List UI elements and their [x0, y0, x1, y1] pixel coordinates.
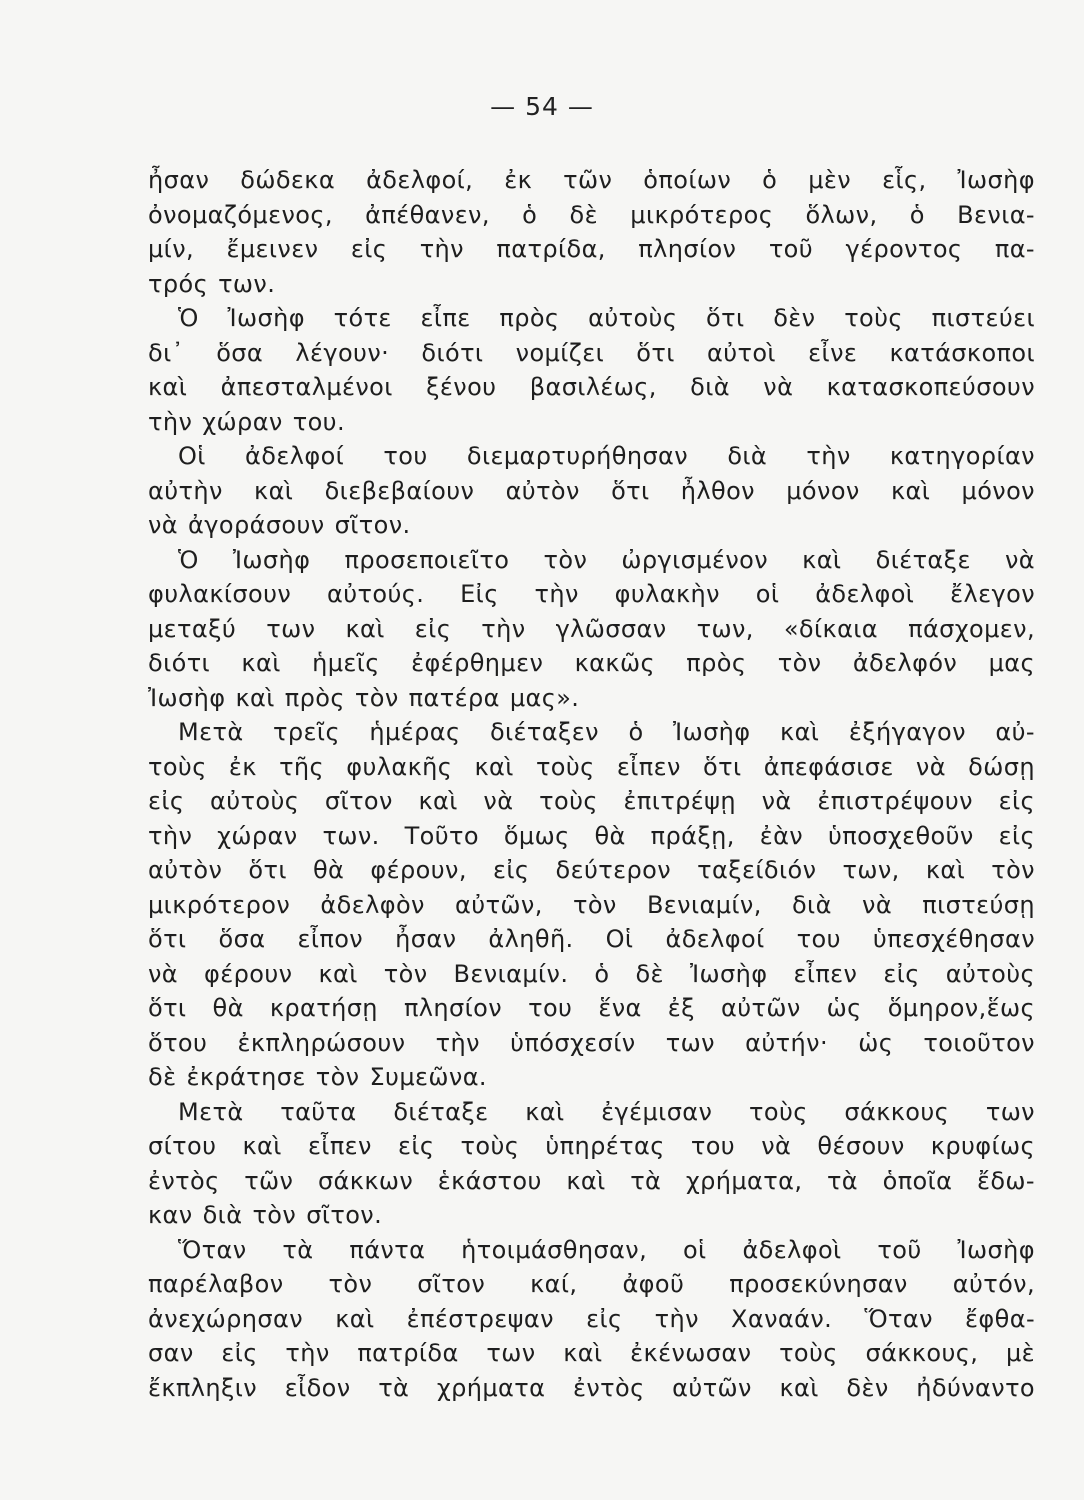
text-line: παρέλαβον τὸν σῖτον καί, ἀφοῦ προσεκύνησαν αὐτόν, [148, 1270, 1035, 1298]
text-line: τὴν χώραν των. Τοῦτο ὅμως θὰ πράξῃ, ἐὰν ὑποσχεθοῦν εἰς [148, 821, 1035, 850]
text-line: Ὁ Ἰωσὴφ προσεποιεῖτο τὸν ὠργισμένον καὶ διέταξε νὰ [178, 545, 1035, 574]
text-line: ὀνομαζόμενος, ἀπέθανεν, ὁ δὲ μικρότερος ὅλων, ὁ Βενια- [148, 200, 1035, 229]
text-line: αὐτὸν ὅτι θὰ φέρουν, εἰς δεύτερον ταξείδιόν των, καὶ τὸν [148, 856, 1035, 884]
text-line: εἰς αὐτοὺς σῖτον καὶ νὰ τοὺς ἐπιτρέψῃ νὰ ἐπιστρέψουν εἰς [148, 787, 1035, 815]
text-line: αὐτὴν καὶ διεβεβαίουν αὐτὸν ὅτι ἦλθον μόνον καὶ μόνον [148, 476, 1035, 505]
text-line: σίτου καὶ εἶπεν εἰς τοὺς ὑπηρέτας του νὰ θέσουν κρυφίως [148, 1132, 1035, 1160]
text-line: μικρότερον ἀδελφὸν αὐτῶν, τὸν Βενιαμίν, διὰ νὰ πιστεύσῃ [148, 890, 1035, 919]
text-line: τρός των. [148, 269, 276, 298]
text-line: φυλακίσουν αὐτούς. Εἰς τὴν φυλακὴν οἱ ἀδελφοὶ ἔλεγον [148, 580, 1035, 608]
text-line: Ἰωσὴφ καὶ πρὸς τὸν πατέρα μας». [148, 683, 580, 712]
text-line: ὅτι θὰ κρατήσῃ πλησίον του ἕνα ἐξ αὐτῶν ὡς ὅμηρον,ἕως [148, 994, 1035, 1022]
text-line: Μετὰ τρεῖς ἡμέρας διέταξεν ὁ Ἰωσὴφ καὶ ἐξήγαγον αὐ- [178, 718, 1035, 746]
text-line: καν διὰ τὸν σῖτον. [148, 1201, 383, 1229]
text-line: ὅτου ἐκπληρώσουν τὴν ὑπόσχεσίν των αὐτήν· ὡς τοιοῦτον [148, 1028, 1035, 1057]
text-line: μίν, ἔμεινεν εἰς τὴν πατρίδα, πλησίον τοῦ γέροντος πα- [148, 235, 1035, 263]
text-line: νὰ φέρουν καὶ τὸν Βενιαμίν. ὁ δὲ Ἰωσὴφ εἶπεν εἰς αὐτοὺς [148, 959, 1035, 988]
text-line: δὲ ἐκράτησε τὸν Συμεῶνα. [148, 1063, 487, 1091]
text-line: ἀνεχώρησαν καὶ ἐπέστρεψαν εἰς τὴν Χαναάν. Ὅταν ἔφθα- [148, 1304, 1035, 1333]
text-line: διότι καὶ ἡμεῖς ἐφέρθημεν κακῶς πρὸς τὸν ἀδελφόν μας [148, 649, 1035, 677]
text-line: Οἱ ἀδελφοί του διεμαρτυρήθησαν διὰ τὴν κατηγορίαν [178, 442, 1035, 470]
text-line: Ὁ Ἰωσὴφ τότε εἶπε πρὸς αὐτοὺς ὅτι δὲν τοὺς πιστεύει [178, 304, 1035, 332]
text-line: μεταξύ των καὶ εἰς τὴν γλῶσσαν των, «δίκαια πάσχομεν, [148, 614, 1035, 643]
text-line: ἐντὸς τῶν σάκκων ἑκάστου καὶ τὰ χρήματα, τὰ ὁποῖα ἔδω- [148, 1166, 1035, 1195]
text-line: τὴν χώραν του. [148, 407, 345, 436]
text-line: ἦσαν δώδεκα ἀδελφοί, ἐκ τῶν ὁποίων ὁ μὲν εἷς, Ἰωσὴφ [148, 166, 1035, 194]
text-line: σαν εἰς τὴν πατρίδα των καὶ ἐκένωσαν τοὺς σάκκους, μὲ [148, 1339, 1035, 1367]
text-line: νὰ ἀγοράσουν σῖτον. [148, 511, 411, 539]
text-line: ὅτι ὅσα εἶπον ἦσαν ἀληθῆ. Οἱ ἀδελφοί του ὑπεσχέθησαν [148, 925, 1035, 953]
text-line: Μετὰ ταῦτα διέταξε καὶ ἐγέμισαν τοὺς σάκκους των [178, 1097, 1035, 1126]
page-number: — 54 — [490, 92, 594, 121]
text-line: ἔκπληξιν εἶδον τὰ χρήματα ἐντὸς αὐτῶν καὶ δὲν ἠδύναντο [148, 1373, 1035, 1402]
text-line: καὶ ἀπεσταλμένοι ξένου βασιλέως, διὰ νὰ κατασκοπεύσουν [148, 373, 1035, 401]
text-line: τοὺς ἐκ τῆς φυλακῆς καὶ τοὺς εἶπεν ὅτι ἀπεφάσισε νὰ δώσῃ [148, 752, 1035, 781]
body-text [148, 163, 1035, 1405]
text-line: δι᾽ ὅσα λέγουν· διότι νομίζει ὅτι αὐτοὶ εἶνε κατάσκοποι [148, 338, 1035, 367]
text-line: Ὅταν τὰ πάντα ἡτοιμάσθησαν, οἱ ἀδελφοὶ τοῦ Ἰωσὴφ [178, 1235, 1035, 1264]
